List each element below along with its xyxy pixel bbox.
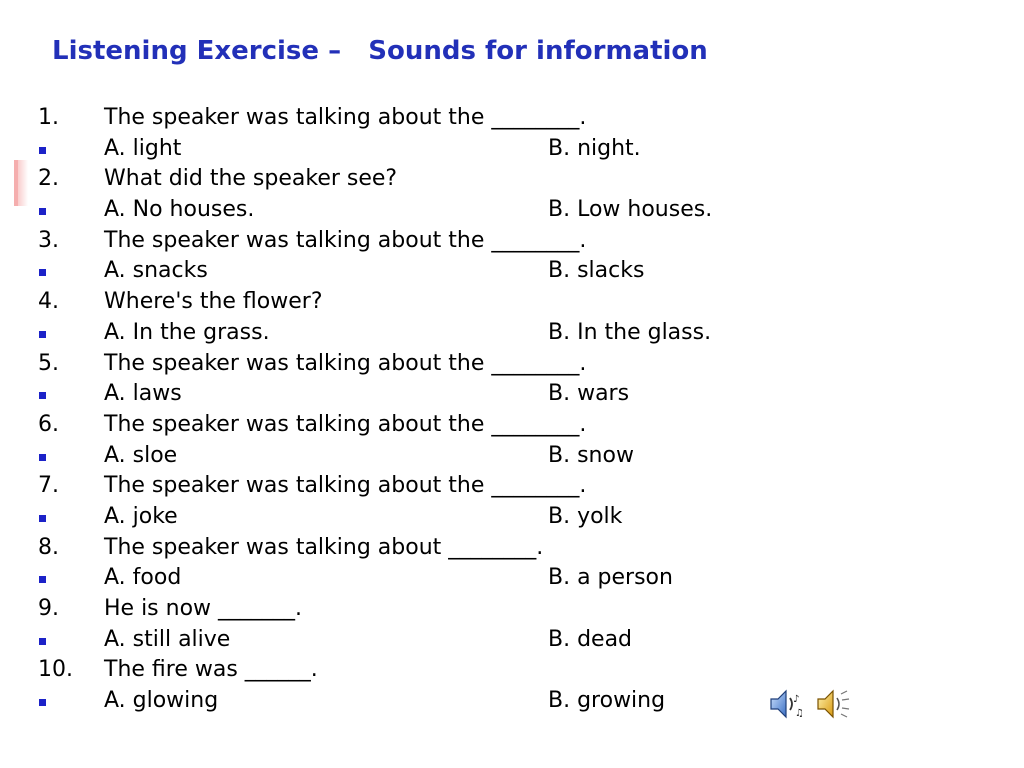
bullet-icon [39, 147, 46, 154]
question-row [0, 164, 1024, 195]
question-text: The speaker was talking about the ________. [104, 350, 587, 376]
question-text: Where's the flower? [104, 289, 323, 315]
speaker-icon[interactable] [815, 686, 851, 722]
bullet-icon [39, 392, 46, 399]
question-row [0, 103, 1024, 134]
bullet-icon [39, 638, 46, 645]
options-row [0, 195, 1024, 226]
question-row [0, 287, 1024, 318]
option-b: B. In the glass. [548, 319, 712, 345]
question-list [0, 103, 1024, 717]
options-row [0, 625, 1024, 656]
question-number: 10. [38, 657, 73, 683]
options-row [0, 256, 1024, 287]
question-text: The speaker was talking about the ________. [104, 227, 587, 253]
question-text: The fire was ______. [104, 657, 318, 683]
bullet-icon [39, 576, 46, 583]
question-row [0, 471, 1024, 502]
option-b: B. dead [548, 626, 633, 652]
bullet-icon [39, 269, 46, 276]
options-row [0, 686, 1024, 717]
question-text: The speaker was talking about the ________. [104, 411, 587, 437]
svg-text:♪: ♪ [793, 694, 800, 705]
options-row [0, 563, 1024, 594]
page-title: Listening Exercise – Sounds for information [52, 36, 708, 66]
option-a: A. light [104, 135, 182, 161]
bullet-icon [39, 208, 46, 215]
question-number: 6. [38, 411, 59, 437]
option-a: A. food [104, 565, 182, 591]
question-number: 5. [38, 350, 59, 376]
option-a: A. laws [104, 381, 182, 407]
question-row [0, 349, 1024, 380]
option-a: A. glowing [104, 688, 219, 714]
question-number: 9. [38, 596, 59, 621]
option-b: B. night. [548, 135, 641, 161]
option-b: B. wars [548, 381, 630, 407]
question-row [0, 410, 1024, 441]
bullet-icon [39, 515, 46, 522]
svg-text:♫: ♫ [795, 708, 804, 719]
option-b: B. a person [548, 565, 673, 591]
option-a: A. In the grass. [104, 319, 270, 345]
option-a: A. still alive [104, 626, 231, 652]
option-a: A. joke [104, 503, 178, 529]
option-b: B. growing [548, 688, 666, 714]
question-number: 3. [38, 227, 59, 253]
bullet-icon [39, 699, 46, 706]
question-row [0, 655, 1024, 686]
question-text: The speaker was talking about the ________. [104, 473, 587, 499]
option-a: A. snacks [104, 258, 208, 284]
question-text: He is now _______. [104, 596, 303, 621]
question-row [0, 533, 1024, 564]
question-number: 8. [38, 534, 59, 560]
option-a: A. No houses. [104, 197, 255, 223]
question-text: What did the speaker see? [104, 166, 398, 192]
question-number: 7. [38, 473, 59, 499]
question-number: 4. [38, 289, 59, 315]
option-b: B. slacks [548, 258, 645, 284]
options-row [0, 379, 1024, 410]
question-text: The speaker was talking about the ________. [104, 105, 587, 130]
speaker-icon[interactable] [768, 686, 804, 722]
question-number: 1. [38, 105, 59, 130]
bullet-icon [39, 454, 46, 461]
question-number: 2. [38, 166, 59, 192]
options-row [0, 134, 1024, 165]
option-b: B. snow [548, 442, 634, 468]
bullet-icon [39, 331, 46, 338]
question-text: The speaker was talking about ________. [104, 534, 544, 560]
option-b: B. yolk [548, 503, 623, 529]
question-row [0, 226, 1024, 257]
options-row [0, 441, 1024, 472]
options-row [0, 318, 1024, 349]
question-row [0, 594, 1024, 625]
option-a: A. sloe [104, 442, 178, 468]
options-row [0, 502, 1024, 533]
option-b: B. Low houses. [548, 197, 713, 223]
